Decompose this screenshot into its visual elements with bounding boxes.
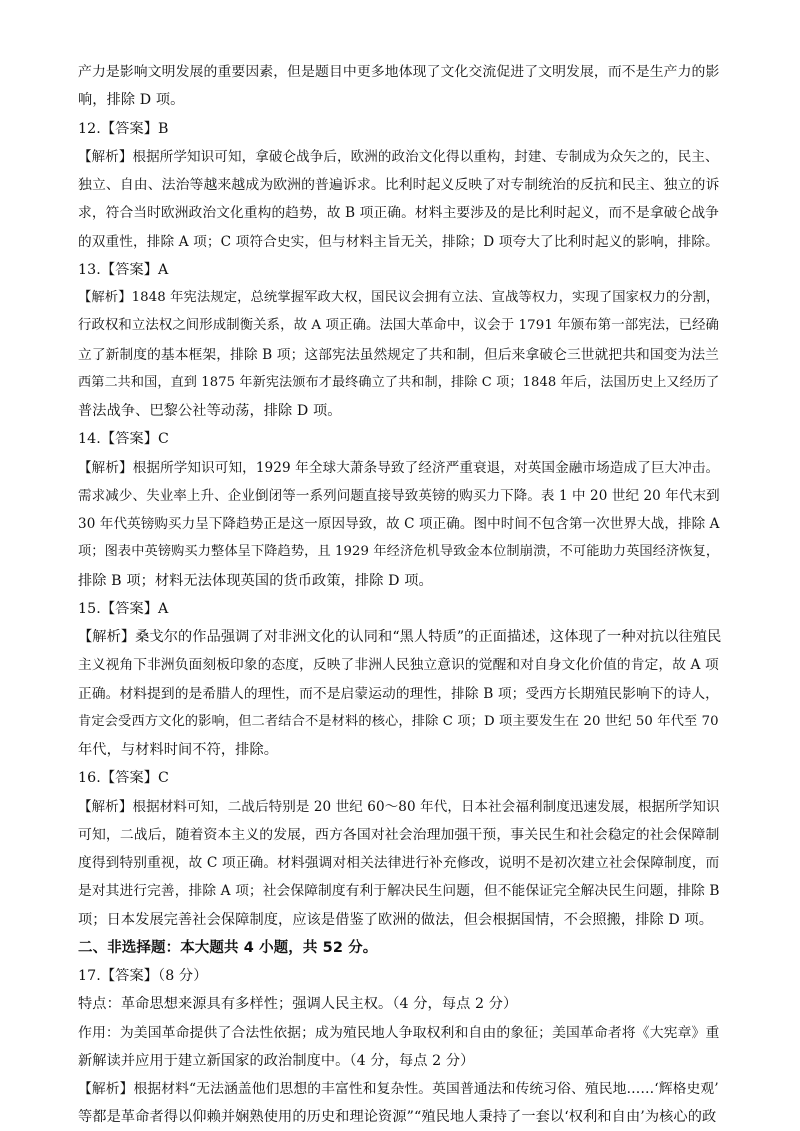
text-line: 普法战争、巴黎公社等动荡，排除 D 项。 <box>78 403 342 419</box>
text-line: 度得到特别重视，故 C 项正确。材料强调对相关法律进行补充修改，说明不是初次建立社会保障制度，而 <box>78 855 720 871</box>
text-line: 求，符合当时欧洲政治文化重构的趋势，故 B 项正确。材料主要涉及的是比利时起义，而不是拿破仑战争 <box>78 205 719 221</box>
text-line: 新解读并应用于建立新国家的政治制度中。（4 分，每点 2 分） <box>78 1053 475 1069</box>
text-line: 正确。材料提到的是希腊人的理性，而不是启蒙运动的理性，排除 B 项；受西方长期殖民影响下的诗人， <box>78 686 719 702</box>
text-line: 的双重性，排除 A 项；C 项符合史实，但与材料主旨无关，排除；D 项夸大了比利时起义的影响，排除。 <box>78 234 719 250</box>
text-line: 需求减少、失业率上升、企业倒闭等一系列问题直接导致英镑的购买力下降。表 1 中 20 世纪 20 年代末到 <box>78 488 720 504</box>
text-line: 排除 B 项；材料无法体现英国的货币政策，排除 D 项。 <box>78 573 433 589</box>
text-line: 主义视角下非洲负面刻板印象的态度，反映了非洲人民独立意识的觉醒和对自身文化价值的肯定，故 A 项 <box>78 657 719 673</box>
section-heading: 二、非选择题：本大题共 4 小题，共 52 分。 <box>78 940 378 956</box>
text-line: 【解析】桑戈尔的作品强调了对非洲文化的认同和“黑人特质”的正面描述，这体现了一种对抗以往殖民 <box>78 629 722 645</box>
text-line: 独立、自由、法治等越来越成为欧洲的普遍诉求。比利时起义反映了对专制统治的反抗和民主、独立的诉 <box>78 177 720 193</box>
text-line: 可知，二战后，随着资本主义的发展，西方各国对社会治理加强干预，事关民生和社会稳定的社会保障制 <box>78 827 720 843</box>
text-line: 等都是革命者得以仰赖并娴熟使用的历史和理论资源”“殖民地人秉持了一套以‘权利和自由’为核心的政 <box>78 1109 717 1125</box>
text-line: 肯定会受西方文化的影响，但二者结合不是材料的核心，排除 C 项；D 项主要发生在 20 世纪 50 年代至 70 <box>78 714 719 729</box>
text-line: 项；图表中英镑购买力整体呈下降趋势，且 1929 年经济危机导致金本位制崩溃，不可能助力英国经济恢复， <box>78 544 720 559</box>
answer-heading: 15.【答案】A <box>78 601 169 617</box>
text-line: 30 年代英镑购买力呈下降趋势正是这一原因导致，故 C 项正确。图中时间不包含第一次世界大战，排除 A <box>78 516 720 532</box>
text-line: 响，排除 D 项。 <box>78 92 185 108</box>
text-line: 是对其进行完善，排除 A 项；社会保障制度有利于解决民生问题，但不能保证完全解决民生问题，排除 B <box>78 883 720 899</box>
text-line: 特点：革命思想来源具有多样性；强调人民主权。（4 分，每点 2 分） <box>78 996 518 1012</box>
text-line: 西第二共和国，直到 1875 年新宪法颁布才最终确立了共和制，排除 C 项；1848 年后，法国历史上又经历了 <box>78 375 720 390</box>
text-line: 年代，与材料时间不符，排除。 <box>78 742 279 758</box>
text-line: 【解析】根据材料“无法涵盖他们思想的丰富性和复杂性。英国普通法和传统习俗、殖民地……‘辉格史观’ <box>78 1081 719 1097</box>
text-line: 行政权和立法权之间形成制衡关系，故 A 项正确。法国大革命中，议会于 1791 年颁布第一部宪法，已经确 <box>78 318 720 333</box>
answer-heading: 12.【答案】B <box>78 121 169 137</box>
text-line: 【解析】1848 年宪法规定，总统掌握军政大权，国民议会拥有立法、宣战等权力，实现了国家权力的分割， <box>78 290 720 305</box>
text-line: 【解析】根据所学知识可知，拿破仑战争后，欧洲的政治文化得以重构，封建、专制成为众矢之的，民主、 <box>78 149 719 165</box>
text-line: 产力是影响文明发展的重要因素，但是题目中更多地体现了文化交流促进了文明发展，而不是生产力的影 <box>78 64 720 80</box>
text-line: 【解析】根据材料可知，二战后特别是 20 世纪 60～80 年代，日本社会福利制度迅速发展，根据所学知识 <box>78 799 720 815</box>
answer-heading: 13.【答案】A <box>78 262 169 278</box>
answer-heading: 14.【答案】C <box>78 431 169 447</box>
answer-heading: 16.【答案】C <box>78 770 169 786</box>
text-line: 立了新制度的基本框架，排除 B 项；这部宪法虽然规定了共和制，但后来拿破仑三世就把共和国变为法兰 <box>78 347 719 363</box>
text-line: 作用：为美国革命提供了合法性依据；成为殖民地人争取权利和自由的象征；美国革命者将《大宪章》重 <box>78 1025 720 1041</box>
text-line: 项；日本发展完善社会保障制度，应该是借鉴了欧洲的做法，但会根据国情，不会照搬，排除 D 项。 <box>78 912 714 928</box>
text-line: 【解析】根据所学知识可知，1929 年全球大萧条导致了经济严重衰退，对英国金融市场造成了巨大冲击。 <box>78 460 720 476</box>
answer-heading: 17.【答案】（8 分） <box>78 968 208 984</box>
